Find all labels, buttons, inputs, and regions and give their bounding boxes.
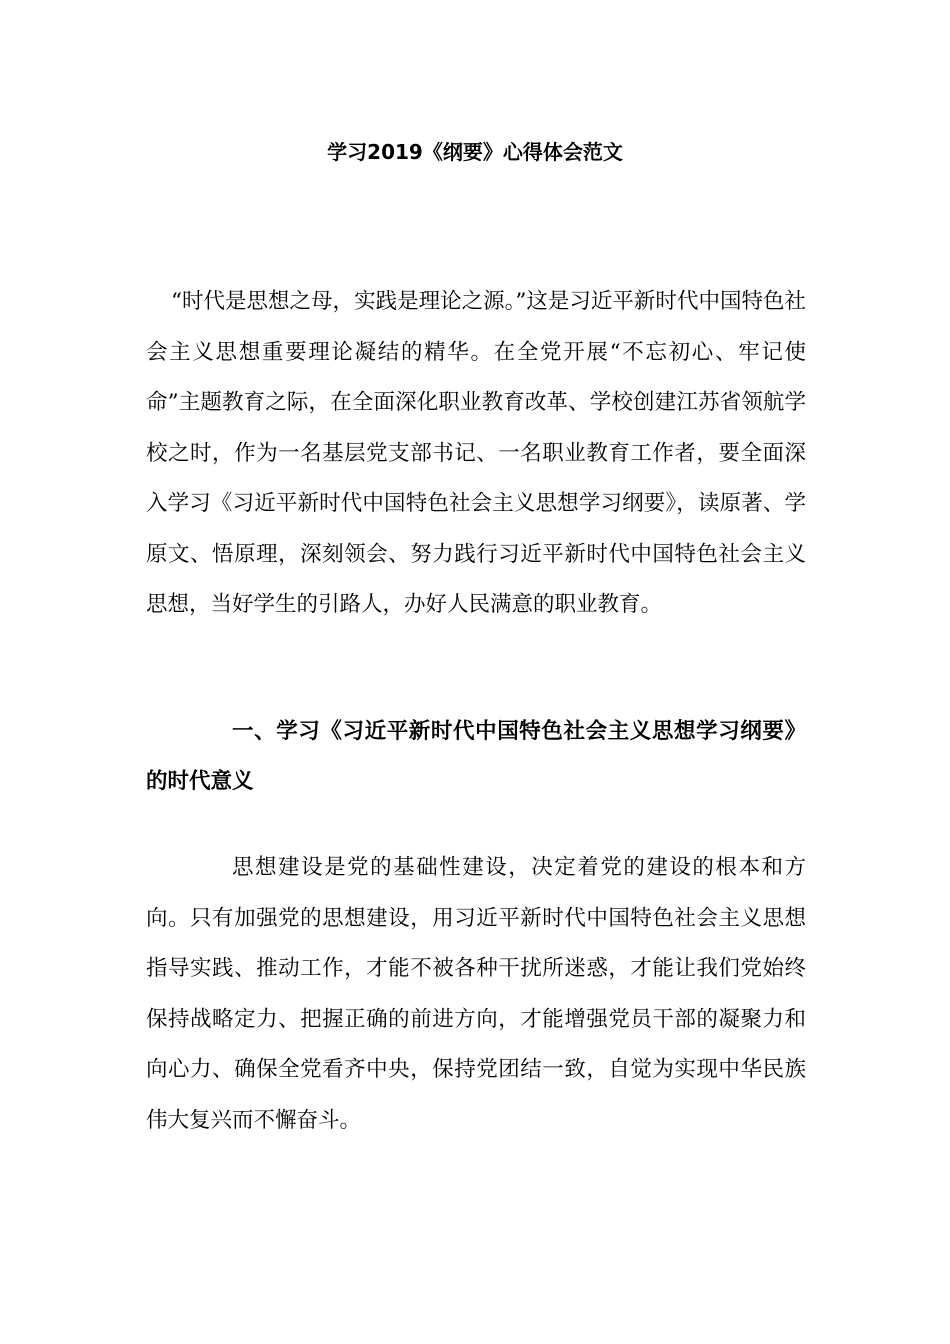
document-title: 学习2019《纲要》心得体会范文 [327,140,623,164]
intro-paragraph: “时代是思想之母，实践是理论之源。”这是习近平新时代中国特色社会主义思想重要理论凝结的精华。在全党开展“不忘初心、牢记使命”主题教育之际，在全面深化职业教育改革、学校创建江苏省领航学校之时，作为一名基层党支部书记、一名职业教育工作者，要全面深入学习《习近平新时代中国特色社会主义思想学习纲要》，读原著、学原文、悟原理，深刻领会、努力践行习近平新时代中国特色社会主义思想，当好学生的引路人，办好人民满意的职业教育。 [146,289,806,617]
section-heading: 一、学习《习近平新时代中国特色社会主义思想学习纲要》的时代意义 [146,719,806,794]
body-paragraph: 思想建设是党的基础性建设，决定着党的建设的根本和方向。只有加强党的思想建设，用习近平新时代中国特色社会主义思想指导实践、推动工作，才能不被各种干扰所迷惑，才能让我们党始终保持战略定力、把握正确的前进方向，才能增强党员干部的凝聚力和向心力、确保全党看齐中央，保持党团结一致，自觉为实现中华民族伟大复兴而不懈奋斗。 [146,855,806,1133]
